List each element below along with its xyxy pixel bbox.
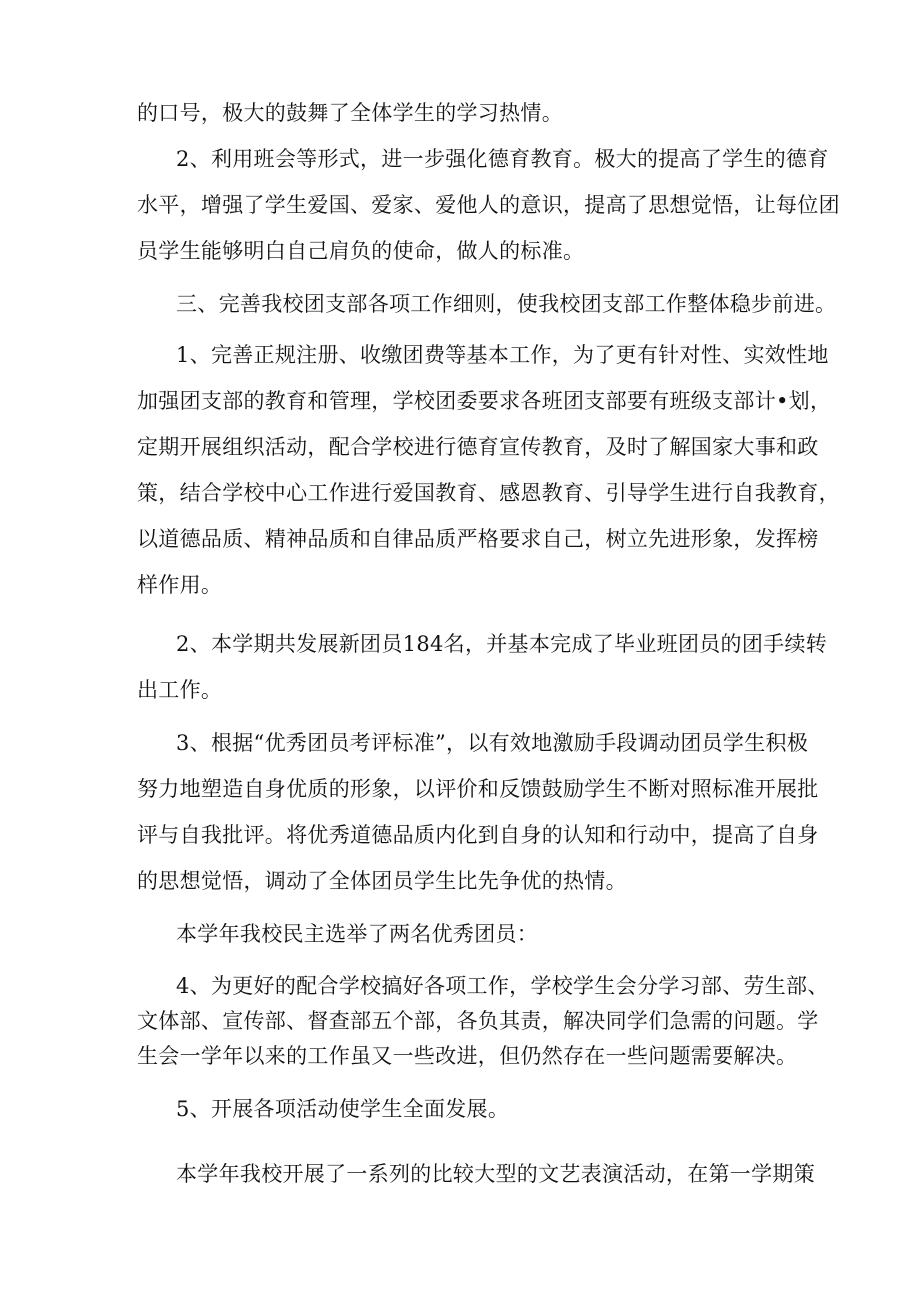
text-line: 2、利用班会等形式，进一步强化德育教育。极大的提高了学生的德育 <box>176 147 829 171</box>
text-line: 生会一学年以来的工作虽又一些改进，但仍然存在一些问题需要解决。 <box>137 1044 798 1068</box>
text-line: 的口号，极大的鼓舞了全体学生的学习热情。 <box>137 101 563 125</box>
text-line: 定期开展组织活动，配合学校进行德育宣传教育，及时了解国家大事和政 <box>137 435 819 459</box>
text-line: 本学年我校民主选举了两名优秀团员： <box>176 922 539 946</box>
text-line: 3、根据“优秀团员考评标准”，以有效地激励手段调动团员学生积极 <box>176 731 809 755</box>
text-line: 策，结合学校中心工作进行爱国教育、感恩教育、引导学生进行自我教育， <box>137 481 840 505</box>
text-line: 样作用。 <box>137 573 223 597</box>
text-line: 的思想觉悟，调动了全体团员学生比先争优的热情。 <box>137 869 627 893</box>
text-line: 出工作。 <box>137 678 223 702</box>
text-line: 2、本学期共发展新团员184名，并基本完成了毕业班团员的团手续转 <box>176 632 828 656</box>
text-line: 努力地塑造自身优质的形象，以评价和反馈鼓励学生不断对照标准开展批 <box>137 777 819 801</box>
text-line: 以道德品质、精神品质和自律品质严格要求自己，树立先进形象，发挥榜 <box>137 527 819 551</box>
text-line: 1、完善正规注册、收缴团费等基本工作，为了更有针对性、实效性地 <box>176 343 829 367</box>
text-line: 员学生能够明白自己肩负的使命，做人的标准。 <box>137 239 585 263</box>
text-line: 本学年我校开展了一系列的比较大型的文艺表演活动，在第一学期策 <box>176 1162 815 1186</box>
text-line: 评与自我批评。将优秀道德品质内化到自身的认知和行动中，提高了自身 <box>137 823 819 847</box>
text-line: 5、开展各项活动使学生全面发展。 <box>176 1097 510 1121</box>
text-line: 文体部、宣传部、督查部五个部，各负其责，解决同学们急需的问题。学 <box>137 1009 819 1033</box>
text-line: 加强团支部的教育和管理，学校团委要求各班团支部要有班级支部计•划， <box>137 389 832 413</box>
text-line: 三、完善我校团支部各项工作细则，使我校团支部工作整体稳步前进。 <box>176 292 837 316</box>
text-line: 水平，增强了学生爱国、爱家、爱他人的意识，提高了思想觉悟，让每位团 <box>137 193 840 217</box>
text-line: 4、为更好的配合学校搞好各项工作，学校学生会分学习部、劳生部、 <box>176 974 829 998</box>
